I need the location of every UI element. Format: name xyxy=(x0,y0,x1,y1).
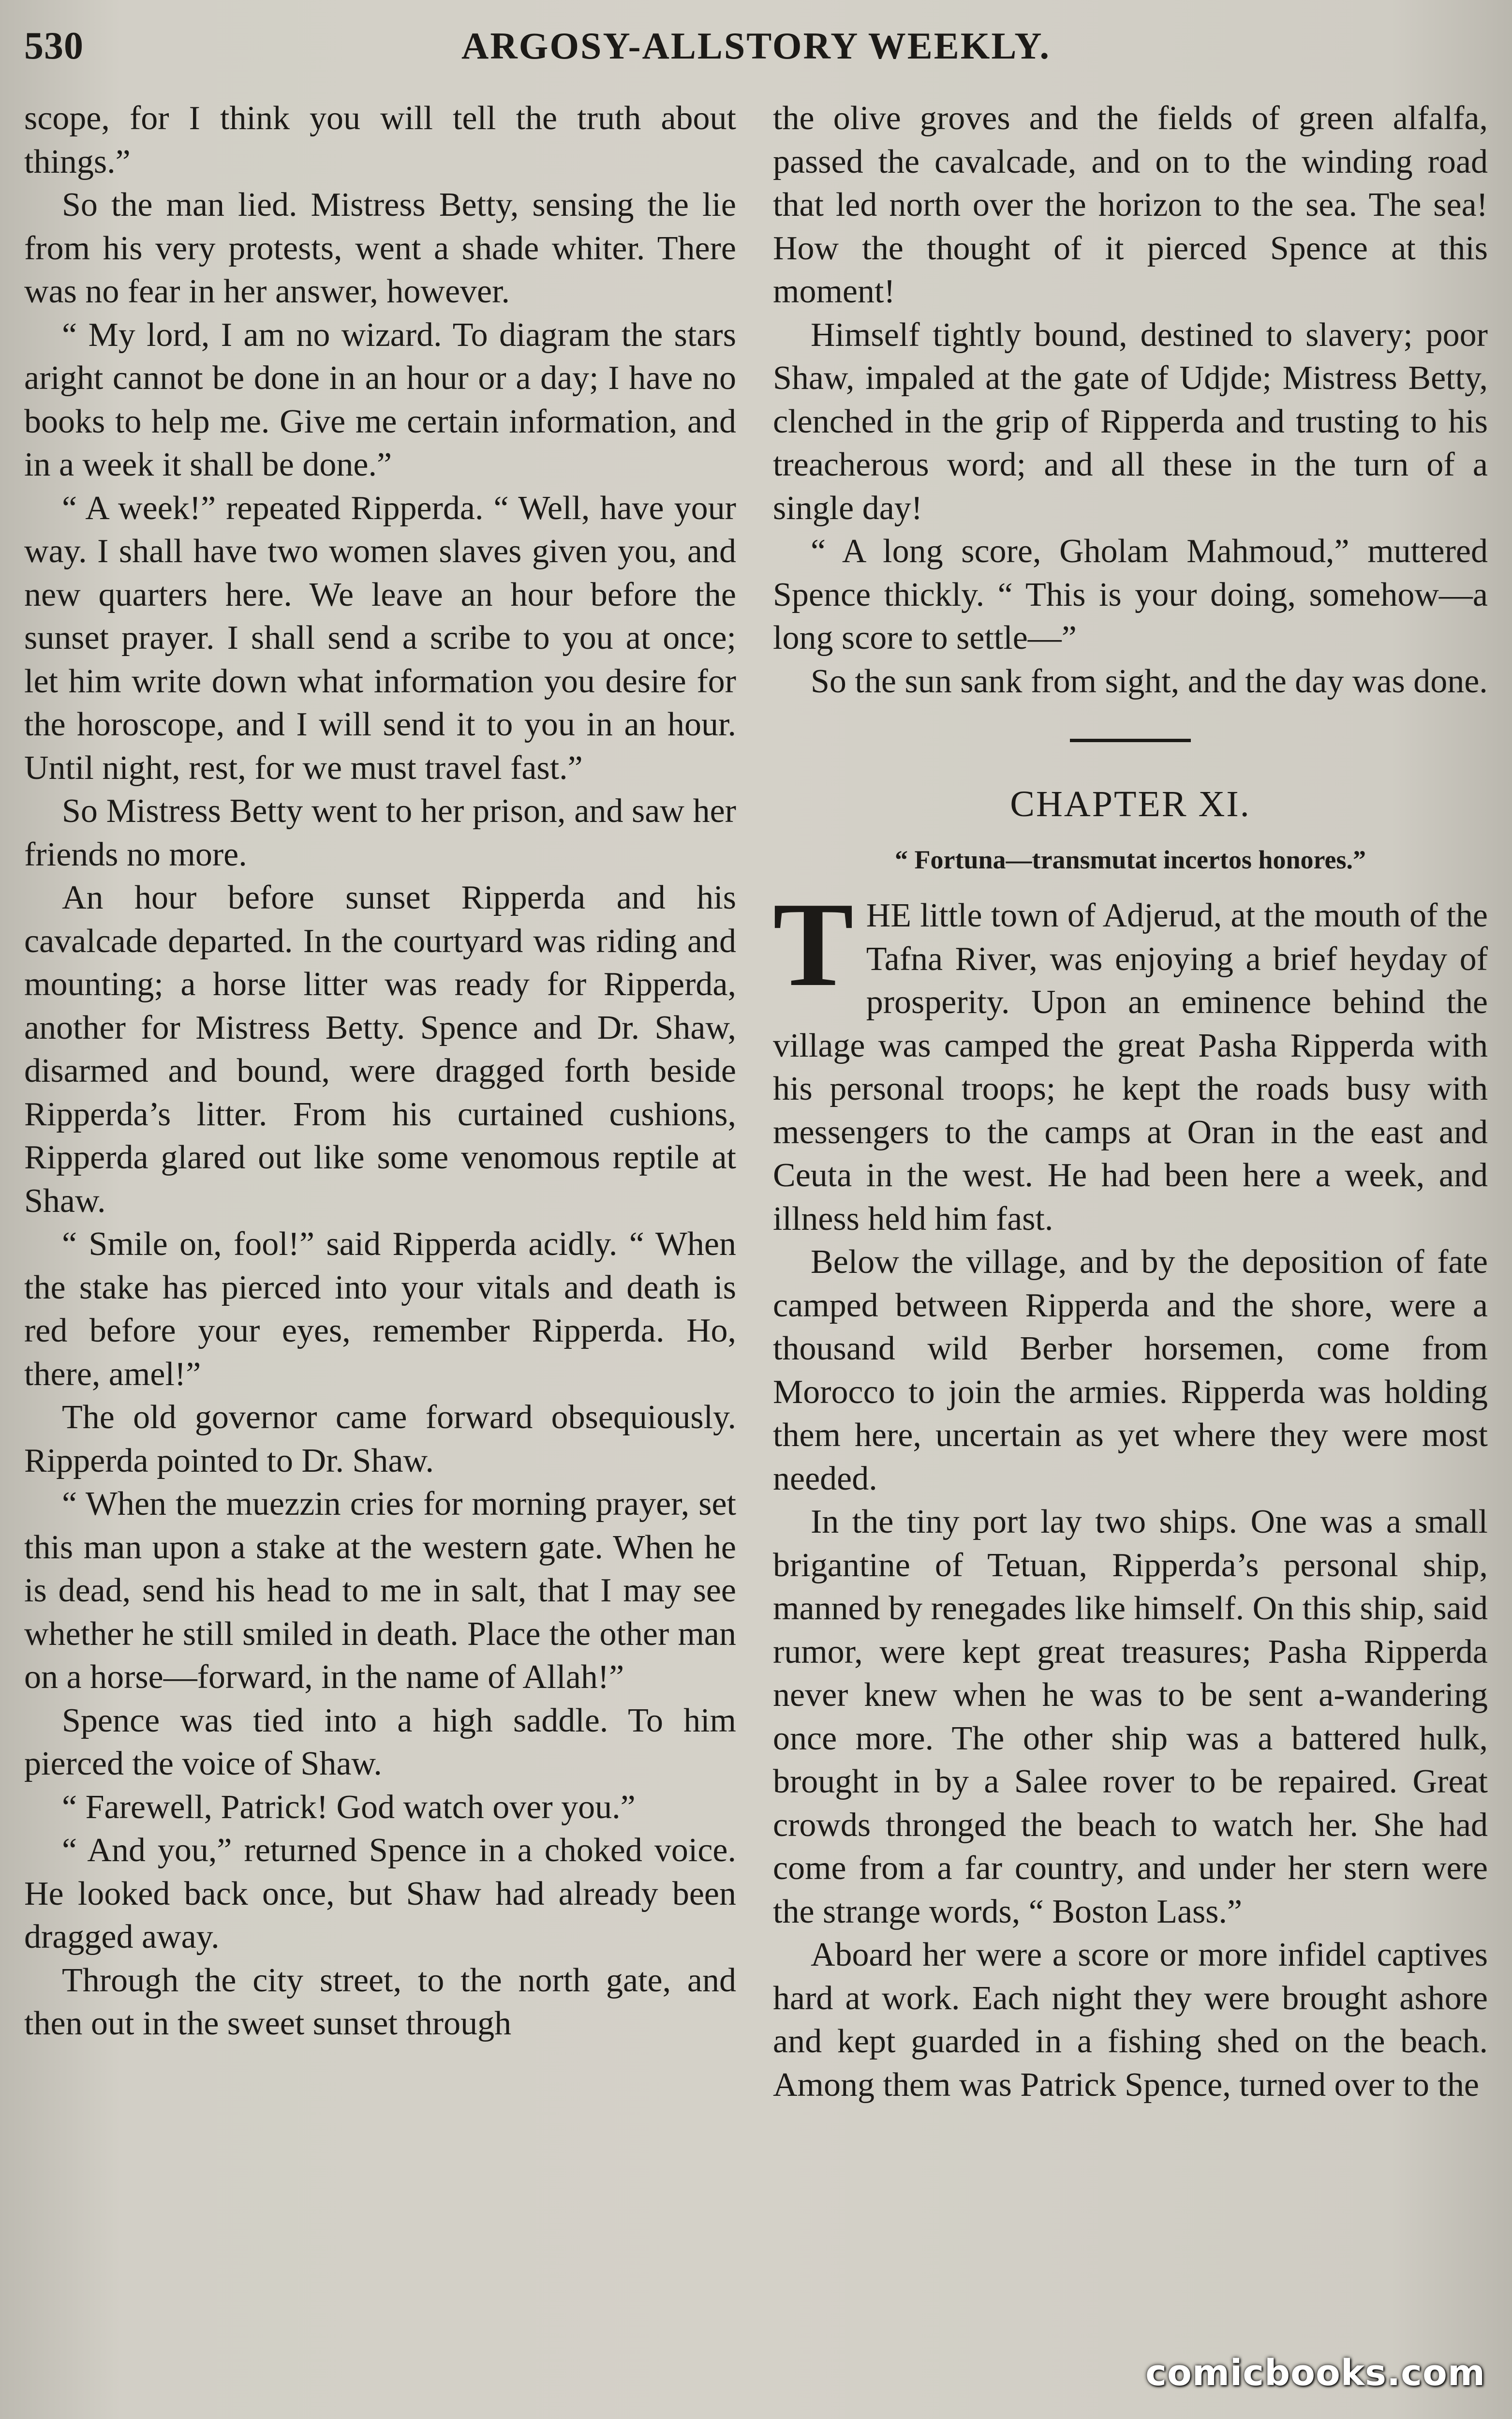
paragraph: the olive groves and the fields of green alfalfa, passed the cavalcade, and on to the winding road that led north over the horizon to the sea. The sea! How the thought of it pierced Spence at this moment! xyxy=(773,100,1488,310)
chapter-epigraph: “ Fortuna—transmutat incertos honores.” xyxy=(895,845,1366,874)
running-head: ARGOSY-ALLSTORY WEEKLY. xyxy=(461,25,1051,67)
paragraph: Through the city street, to the north gate, and then out in the sweet sunset through xyxy=(24,1961,736,2042)
watermark: comicbooks.com xyxy=(1145,2352,1485,2394)
page-number: 530 xyxy=(24,25,84,67)
paragraph: Below the village, and by the deposition of fate camped between Ripperda and the shore, were a thousand wild Berber horsemen, come from Morocco to join the armies. Ripperda was holding them here, uncertain as yet where they were most needed. xyxy=(773,1243,1488,1497)
paragraph: “ And you,” returned Spence in a choked voice. He looked back once, but Shaw had already been dragged away. xyxy=(24,1832,736,1956)
paragraph: “ Farewell, Patrick! God watch over you.” xyxy=(62,1788,636,1826)
right-column xyxy=(773,97,1488,2106)
paragraph: Himself tightly bound, destined to slavery; poor Shaw, impaled at the gate of Udjde; Mistress Betty, clenched in the grip of Ripperda and trusting to his treacherous word; and all these in the turn of a single day! xyxy=(773,316,1488,527)
page-header xyxy=(0,19,1512,97)
paragraph: “ Smile on, fool!” said Ripperda acidly. “ When the stake has pierced into your vitals and death is red before your eyes, remember Ripperda. Ho, there, amel!” xyxy=(24,1225,736,1393)
paragraph: So Mistress Betty went to her prison, and saw her friends no more. xyxy=(24,792,736,873)
paragraph: “ When the muezzin cries for morning prayer, set this man upon a stake at the western gate. When he is dead, send his head to me in salt, that I may see whether he still smiled in death. Place the other man on a horse—forward, in the name of Allah!” xyxy=(24,1485,736,1696)
chapter-opening-paragraph xyxy=(773,878,1488,1240)
paragraph: Spence was tied into a high saddle. To him pierced the voice of Shaw. xyxy=(24,1702,736,1782)
paragraph: “ A week!” repeated Ripperda. “ Well, have your way. I shall have two women slaves given you, and new quarters here. We leave an hour before the sunset prayer. I shall send a scribe to you at once; let him write down what information you desire for the horoscope, and I will send it to you in an hour. Until night, rest, for we must travel fast.” xyxy=(24,489,736,787)
paragraph: So the sun sank from sight, and the day was done. xyxy=(811,662,1488,700)
paragraph: “ My lord, I am no wizard. To diagram the stars aright cannot be done in an hour or a day; I have no books to help me. Give me certain information, and in a week it shall be done.” xyxy=(24,316,736,483)
paragraph: So the man lied. Mistress Betty, sensing the lie from his very protests, went a shade whiter. There was no fear in her answer, however. xyxy=(24,186,736,310)
section-divider xyxy=(1070,739,1191,742)
chapter-title: CHAPTER XI. xyxy=(1010,784,1251,824)
left-column xyxy=(24,97,736,2046)
paragraph-text: HE little town of Adjerud, at the mouth of the Tafna River, was enjoying a brief heyday of prosperity. Upon an eminence behind the village was camped the great Pasha Ripperda with his personal troops; he kept the roads busy with messengers to the camps at Oran in the east and Ceuta in the west. He had been here a week, and illness held him fast. xyxy=(773,897,1488,1238)
paragraph: The old governor came forward obsequiously. Ripperda pointed to Dr. Shaw. xyxy=(24,1399,736,1479)
paragraph: scope, for I think you will tell the truth about things.” xyxy=(24,100,736,180)
paragraph: An hour before sunset Ripperda and his cavalcade departed. In the courtyard was riding and mounting; a horse litter was ready for Ripperda, another for Mistress Betty. Spence and Dr. Shaw, disarmed and bound, were dragged forth beside Ripperda’s litter. From his curtained cushions, Ripperda glared out like some venomous reptile at Shaw. xyxy=(24,879,736,1220)
drop-cap: T xyxy=(773,878,854,1012)
paragraph: “ A long score, Gholam Mahmoud,” muttered Spence thickly. “ This is your doing, somehow—a long score to settle—” xyxy=(773,533,1488,657)
paragraph: In the tiny port lay two ships. One was a small brigantine of Tetuan, Ripperda’s personal ship, manned by renegades like himself. On this ship, said rumor, were kept great treasures; Pasha Ripperda never knew when he was to be sent a-wandering once more. The other ship was a battered hulk, brought in by a Salee rover to be repaired. Great crowds thronged the beach to watch her. She had come from a far country, and under her stern were the strange words, “ Boston Lass.” xyxy=(773,1503,1488,1930)
paragraph: Aboard her were a score or more infidel captives hard at work. Each night they were brought ashore and kept guarded in a fishing shed on the beach. Among them was Patrick Spence, turned over to the xyxy=(773,1936,1488,2104)
